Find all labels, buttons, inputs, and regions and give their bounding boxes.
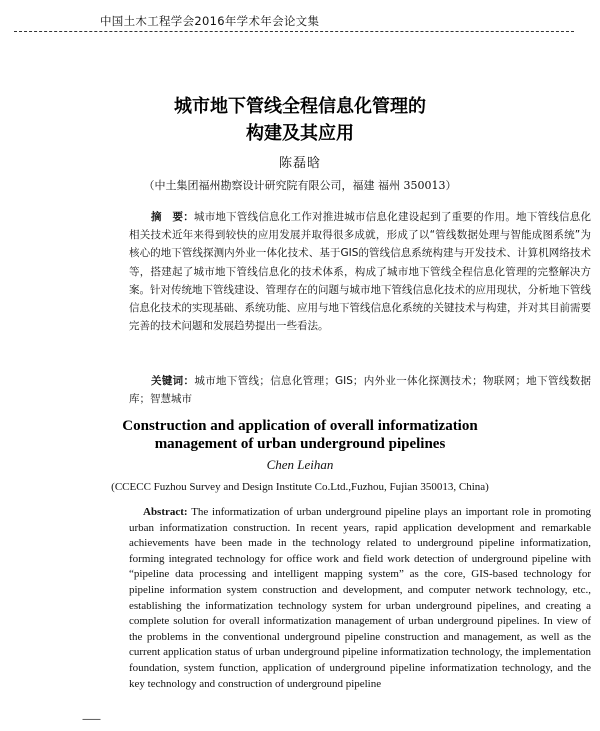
running-header: 中国土木工程学会2016年学术年会论文集: [100, 14, 320, 28]
zh-author: 陈磊晗: [278, 156, 321, 171]
zh-affiliation: （中土集团福州勘察设计研究院有限公司，福建 福州 350013）: [143, 179, 457, 192]
en-abstract-text: The informatization of urban underground pipeline plays an important role in promoting urban informatization construction. In recent years, rapid application development and remarkable achievements have been made in the technology related to underground pipeline informatization, forming integrated technology for office work and field work detection of underground pipeline with “pipeline data processing and intelligent mapping system” as the core, GIS-based technology for pipeline information system construction and development, and computer network technology, etc., establishing the informatization technology system for urban underground pipelines, and creating a complete solution for overall informatization management of urban underground pipelines. In view of the problems in the conventional underground pipeline construction and management, as well as the current application status of urban underground pipeline informatization technology, the implementation foundation, system function, application of underground pipeline informatization technology, and the key technology and construction of underground pipeline: [129, 506, 591, 690]
zh-keywords-label: 关键词：: [151, 375, 195, 387]
zh-title-line-2: 构建及其应用: [246, 123, 354, 144]
zh-abstract-label: 摘 要：: [151, 211, 194, 223]
en-title-line-2: management of urban underground pipelines: [154, 436, 446, 452]
header-rule: [14, 31, 574, 32]
page-footer-mark: ——: [82, 714, 100, 725]
en-affiliation: (CCECC Fuzhou Survey and Design Institute Co.Ltd.,Fuzhou, Fujian 350013, China): [111, 481, 489, 493]
en-abstract-label: Abstract:: [143, 506, 188, 518]
en-abstract: [129, 505, 591, 692]
zh-abstract: [129, 208, 591, 335]
zh-keywords: [129, 372, 591, 408]
zh-keywords-text: 城市地下管线；信息化管理；GIS；内外业一体化探测技术；物联网；地下管线数据库；智慧城市: [129, 375, 592, 406]
zh-abstract-text: 城市地下管线信息化工作对推进城市信息化建设起到了重要的作用。地下管线信息化相关技术近年来得到较快的应用发展并取得很多成就，形成了以“管线数据处理与智能成图系统”为核心的地下管线探测内外业一体化技术、基于GIS的管线信息系统构建与开发技术、计算机网络技术等，搭建起了城市地下管线信息化的技术体系，构成了城市地下管线全程信息化管理的完整解决方案。针对传统地下管线建设、管理存在的问题与城市地下管线信息化技术的应用现状，分析地下管线信息化技术的实现基础、系统功能、应用与地下管线信息化系统的关键技术与构建，并对其目前需要完善的技术问题和发展趋势提出一些看法。: [129, 211, 592, 333]
zh-title-line-1: 城市地下管线全程信息化管理的: [174, 96, 426, 117]
en-title-line-1: Construction and application of overall informatization: [122, 418, 478, 434]
en-author: Chen Leihan: [266, 457, 334, 472]
